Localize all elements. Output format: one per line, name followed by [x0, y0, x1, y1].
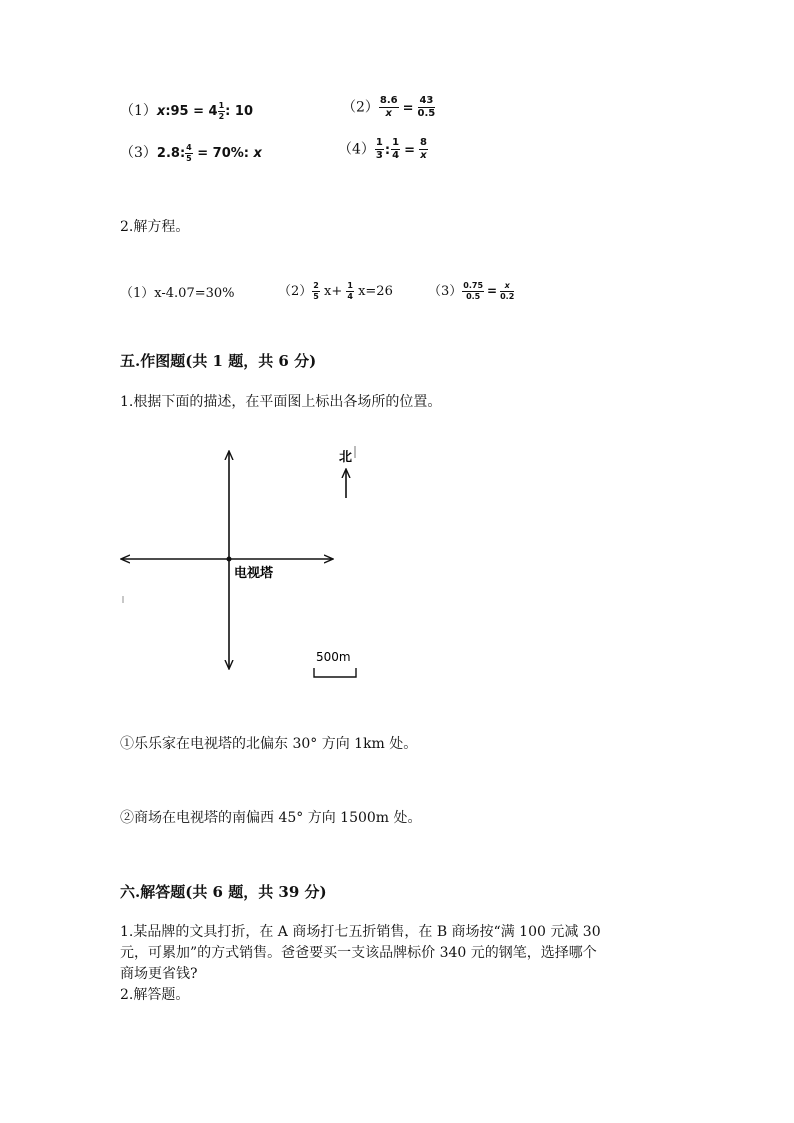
section-5-heading: 五.作图题(共 1 题，共 6 分) [120, 352, 317, 370]
instruction-item-2: ②商场在电视塔的南偏西 45° 方向 1500m 处。 [120, 810, 422, 826]
fraction: $\frac{4}{5}$ [186, 142, 192, 163]
scale-bar [314, 668, 356, 677]
ratio-problem-2: （2） $\frac{8.6}{x}$ = $\frac{43}{0.5}$ [342, 95, 436, 119]
fraction: $\frac{x}{0.2}$ [500, 281, 515, 301]
question-2-title: 2.解方程。 [120, 219, 190, 235]
fraction: $\frac{1}{4}$ [347, 281, 353, 301]
equation-1: （1）x-4.07=30% [120, 286, 235, 301]
scale-label: 500m [316, 650, 351, 664]
fraction: $\frac{43}{0.5}$ [417, 95, 436, 119]
fraction: $\frac{8}{x}$ [419, 137, 427, 161]
section-6-question-2: 2.解答题。 [120, 987, 190, 1003]
ratio-problem-3: （3）2.8: $\frac{4}{5}$ = 70%: x [120, 142, 262, 163]
fraction: $\frac{0.75}{0.5}$ [463, 281, 484, 301]
tv-tower-label: 电视塔 [234, 566, 274, 581]
north-label: 北 [339, 450, 353, 465]
section-6-question-1-line-3: 商场更省钱? [120, 966, 198, 982]
tv-tower-point [227, 557, 232, 562]
instruction-item-1: ①乐乐家在电视塔的北偏东 30° 方向 1km 处。 [120, 736, 418, 752]
fraction: $\frac{1}{3}$ [375, 137, 383, 161]
equation-2: （2） $\frac{2}{5}$ x+ $\frac{1}{4}$ x=26 [278, 281, 393, 301]
section-6-question-1-line-1: 1.某品牌的文具打折，在 A 商场打七五折销售，在 B 商场按“满 100 元减 30 [120, 924, 601, 940]
equation-3: （3） $\frac{0.75}{0.5}$ = $\frac{x}{0.2}$ [428, 281, 515, 301]
fraction: $\frac{8.6}{x}$ [379, 95, 398, 119]
fraction: $\frac{2}{5}$ [313, 281, 319, 301]
section-6-question-1-line-2: 元，可累加”的方式销售。爸爸要买一支该品牌标价 340 元的钢笔，选择哪个 [120, 945, 597, 961]
section-5-question-1: 1.根据下面的描述，在平面图上标出各场所的位置。 [120, 394, 442, 410]
ratio-problem-4: （4） $\frac{1}{3}$ : $\frac{1}{4}$ = $\frac{8}{x}$ [338, 137, 427, 161]
ratio-problem-1: （1）x:95 = 4 $\frac{1}{2}$ : 10 [120, 100, 253, 121]
section-6-heading: 六.解答题(共 6 题，共 39 分) [120, 883, 327, 901]
fraction: $\frac{1}{2}$ [218, 100, 225, 121]
fraction: $\frac{1}{4}$ [392, 137, 400, 161]
compass-diagram [110, 440, 370, 680]
